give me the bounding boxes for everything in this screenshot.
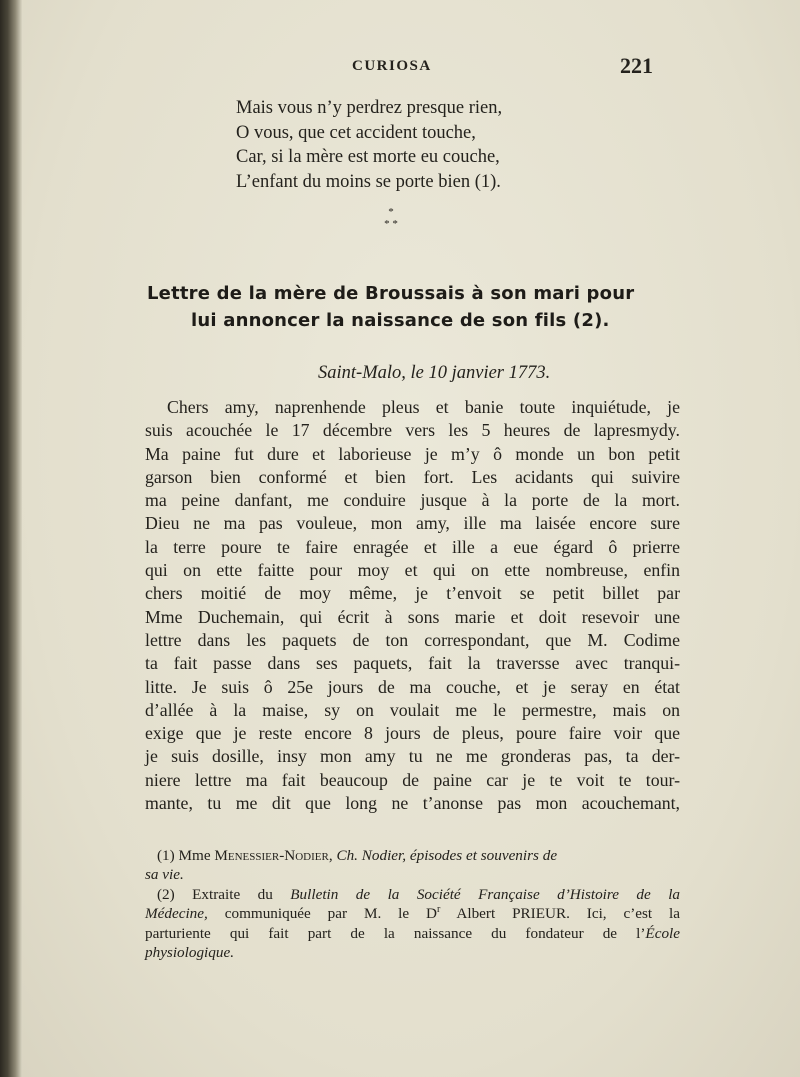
footnote-2-line2 — [145, 904, 680, 923]
verse-line: Car, si la mère est morte eu couche, — [236, 147, 500, 167]
letter-line: lettre dans les paquets de ton correspondant, que M. Codime — [145, 629, 680, 650]
footnote-2-line4 — [145, 943, 680, 962]
letter-dateline: Saint-Malo, le 10 janvier 1773. — [318, 363, 551, 383]
footnote-author: Menessier-Nodier, — [214, 847, 333, 864]
book-page — [22, 0, 800, 1077]
footnote-source: Bulletin de la Société Française d’Histoire de la — [290, 885, 681, 903]
footnote-school-end: physiologique. — [145, 944, 235, 962]
letter-line: garson bien conformé et bien fort. Les acidants qui suivire — [145, 466, 680, 487]
verse-stanza — [236, 96, 636, 194]
footnote-2 — [145, 885, 680, 904]
running-header — [22, 53, 800, 80]
letter-line: Ma paine fut dure et laborieuse je m’y ô monde un bon petit — [145, 443, 680, 464]
footnote-text: parturiente qui fait part de la naissance du fondateur de l’ — [145, 924, 646, 942]
letter-body — [145, 396, 680, 815]
section-heading — [147, 280, 667, 334]
letter-line: chers moitié de moy même, je t’envoit se petit billet par — [145, 583, 680, 604]
letter-line: mante, tu me dit que long ne t’anonse pas mon acouchemant, — [145, 793, 680, 814]
footnote-marker: (1) Mme — [157, 847, 211, 864]
letter-line: Chers amy, naprenhende pleus et banie toute inquiétude, je — [167, 397, 680, 417]
letter-line: Dieu ne ma pas vouleue, mon amy, ille ma laisée encore sure — [145, 513, 680, 534]
footnote-marker: (2) Extraite du — [157, 885, 273, 903]
footnote-text: Albert PRIEUR. Ici, c’est la — [456, 905, 680, 923]
letter-line: ma peine danfant, me conduire jusque à la porte de la mort. — [145, 490, 680, 511]
letter-line: je suis dosille, insy mon amy tu ne me gronderas pas, ta der- — [145, 746, 680, 767]
footnote-1 — [145, 846, 680, 865]
footnote-school: École — [645, 924, 680, 942]
footnotes — [145, 846, 680, 962]
footnote-text: communiquée par M. le D — [224, 905, 437, 923]
letter-line: exige que je reste encore 8 jours de pleus, poure faire voir que — [145, 723, 680, 744]
footnote-1-cont — [145, 865, 680, 884]
running-title: CURIOSA — [352, 58, 432, 74]
letter-line: Mme Duchemain, qui écrit à sons marie et doit resevoir une — [145, 606, 680, 627]
footnote-source-end: Médecine, — [145, 905, 208, 923]
verse-line: L’enfant du moins se porte bien (1). — [236, 171, 501, 192]
footnote-title: Ch. Nodier, épisodes et souvenirs de — [336, 847, 558, 864]
heading-line: lui annoncer la naissance de son fils (2). — [191, 310, 610, 331]
asterism-divider — [371, 206, 411, 230]
letter-line: suis acouchée le 17 décembre vers les 5 heures de lapresmydy. — [145, 420, 680, 441]
footnote-sup: r — [436, 904, 441, 916]
verse-line: Mais vous n’y perdrez presque rien, — [236, 98, 503, 118]
letter-line: qui on ette faitte pour moy et qui on ette nombreuse, enfin — [145, 560, 680, 581]
letter-line: ta fait passe dans ses paquets, fait la traversse avec tranqui- — [145, 653, 680, 674]
book-spine-shadow — [0, 0, 22, 1077]
footnote-2-line3 — [145, 924, 680, 943]
asterism-bottom: * * — [384, 218, 398, 230]
heading-line: Lettre de la mère de Broussais à son mari pour — [147, 283, 635, 304]
footnote-title-end: sa vie. — [145, 866, 184, 884]
letter-line: litte. Je suis ô 25e jours de ma couche, et je seray en état — [145, 676, 680, 697]
letter-line: la terre poure te faire enragée et ille a eue égard ô prierre — [145, 536, 680, 557]
page-number: 221 — [620, 53, 653, 78]
letter-line: niere lettre ma fait beaucoup de paine car je te voit te tour- — [145, 769, 680, 790]
verse-line: O vous, que cet accident touche, — [236, 122, 476, 143]
letter-line: d’allée à la maise, sy on voulait me le permestre, mais on — [145, 699, 680, 720]
asterism-top: * — [388, 206, 394, 218]
